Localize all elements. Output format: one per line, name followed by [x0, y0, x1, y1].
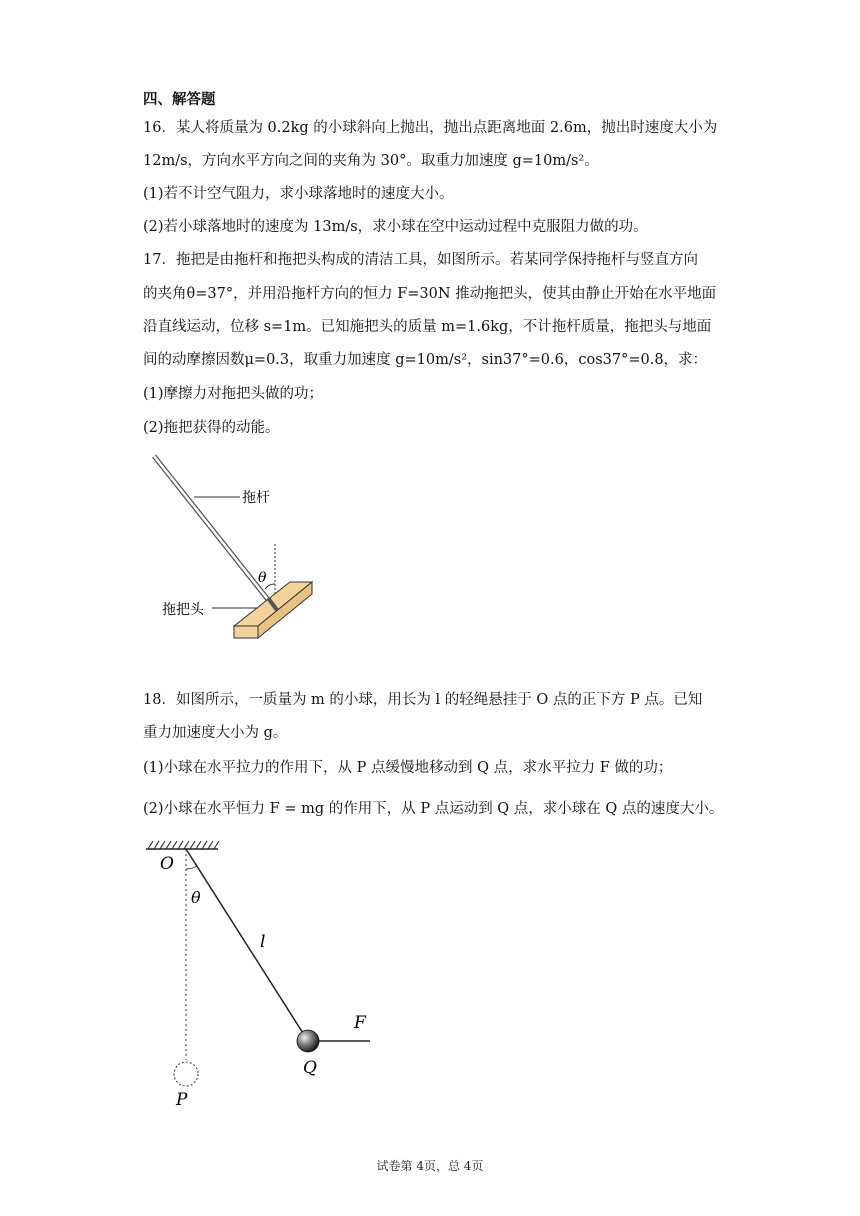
- q16-part-1: (1)若不计空气阻力，求小球落地时的速度大小。: [143, 186, 454, 202]
- q16-part-2: (2)若小球落地时的速度为 13m/s，求小球在空中运动过程中克服阻力做的功。: [143, 219, 648, 235]
- label-f: F: [354, 1013, 366, 1033]
- mop-head-side: [234, 626, 258, 638]
- mop-figure: [140, 448, 340, 648]
- page-footer: 试卷第 4页，总 4页: [376, 1159, 484, 1173]
- label-l: l: [260, 932, 266, 952]
- label-p: P: [176, 1090, 188, 1110]
- label-q: Q: [303, 1058, 317, 1078]
- q18-line-2: 重力加速度大小为 g。: [143, 725, 288, 741]
- q17-line-2: 的夹角θ=37°，并用沿拖杆方向的恒力 F=30N 推动拖把头，使其由静止开始在水平地面: [143, 286, 717, 302]
- pendulum-figure: [140, 835, 390, 1115]
- label-head: 拖把头: [162, 602, 204, 618]
- q17-line-1: 17．拖把是由拖杆和拖把头构成的清洁工具，如图所示。若某同学保持拖杆与竖直方向: [143, 252, 698, 268]
- label-o: O: [160, 854, 174, 874]
- ball-at-p: [174, 1062, 198, 1086]
- q18-line-1: 18．如图所示，一质量为 m 的小球，用长为 l 的轻绳悬挂于 O 点的正下方 P 点。已知: [143, 692, 703, 708]
- pendulum-string: [186, 849, 308, 1041]
- q17-line-4: 间的动摩擦因数μ=0.3，取重力加速度 g=10m/s²，sin37°=0.6，cos37°=0.8，求：: [143, 352, 708, 368]
- q17-line-3: 沿直线运动，位移 s=1m。已知施把头的质量 m=1.6kg，不计拖杆质量，拖把头与地面: [143, 319, 712, 335]
- angle-arc: [265, 584, 275, 589]
- q16-line-2: 12m/s，方向水平方向之间的夹角为 30°。取重力加速度 g=10m/s²。: [143, 153, 599, 169]
- label-theta: θ: [191, 888, 201, 907]
- ball-at-q: [297, 1030, 319, 1052]
- q16-line-1: 16．某人将质量为 0.2kg 的小球斜向上抛出，抛出点距离地面 2.6m，抛出时速度大小为: [143, 120, 718, 136]
- q17-part-1: (1)摩擦力对拖把头做的功；: [143, 386, 324, 402]
- q18-part-2: (2)小球在水平恒力 F = mg 的作用下，从 P 点运动到 Q 点，求小球在 Q 点的速度大小。: [143, 801, 724, 817]
- label-handle: 拖杆: [242, 490, 270, 506]
- q18-part-1: (1)小球在水平拉力的作用下，从 P 点缓慢地移动到 Q 点，求水平拉力 F 做的功；: [143, 760, 673, 776]
- angle-arc: [186, 866, 197, 869]
- label-angle: θ: [258, 570, 267, 586]
- section-title: 四、解答题: [143, 91, 216, 108]
- q17-part-2: (2)拖把获得的动能。: [143, 420, 280, 436]
